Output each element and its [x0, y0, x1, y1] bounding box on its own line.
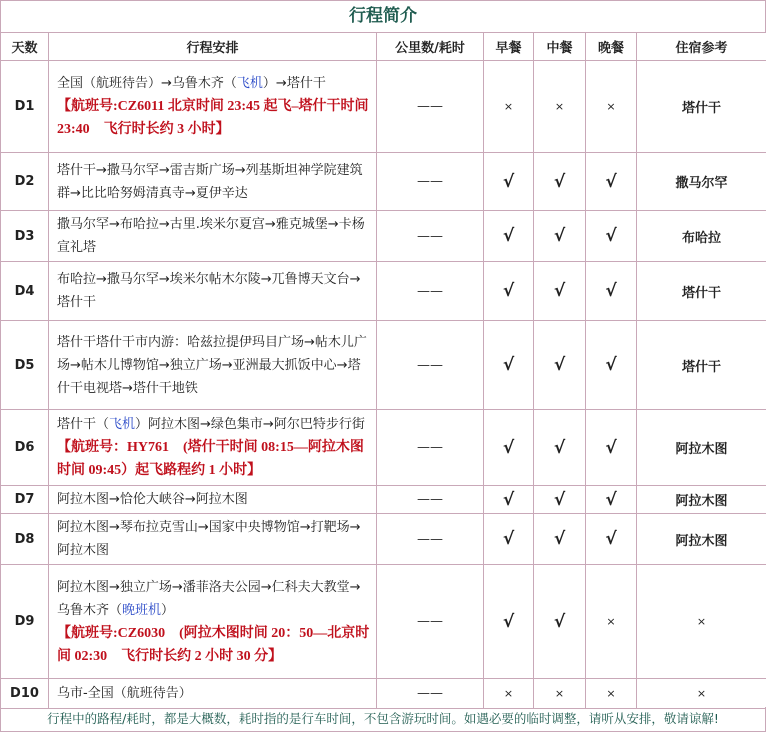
plan-text: 全国（航班待告）→乌鲁木齐（: [57, 76, 237, 91]
header-hotel: 住宿参考: [637, 33, 766, 61]
plan-cell: [49, 321, 377, 410]
dinner-cell: ×: [586, 679, 637, 709]
breakfast-cell: ×: [484, 679, 534, 709]
dinner-cell: √: [586, 486, 637, 514]
hotel-cell: 撒马尔罕: [637, 153, 766, 211]
dinner-cell: ×: [586, 565, 637, 679]
distance-cell: ——: [377, 61, 484, 153]
dinner-cell: √: [586, 321, 637, 410]
lunch-cell: ×: [534, 61, 586, 153]
day-cell: D10: [1, 679, 49, 709]
distance-cell: ——: [377, 153, 484, 211]
breakfast-cell: √: [484, 262, 534, 321]
plan-cell: [49, 410, 377, 486]
plan-text: ）: [161, 602, 175, 618]
breakfast-cell: √: [484, 565, 534, 679]
transport-note: 飞机: [109, 417, 136, 432]
hotel-cell: 塔什干: [637, 321, 766, 410]
header-day: 天数: [1, 33, 49, 61]
table-row: [1, 679, 766, 709]
plan-cell: [49, 153, 377, 211]
hotel-cell: ×: [637, 679, 766, 709]
header-plan: 行程安排: [49, 33, 377, 61]
day-cell: D5: [1, 321, 49, 410]
plan-cell: [49, 679, 377, 709]
plan-text: 撒马尔罕→布哈拉→古里.埃米尔夏宫→雅克城堡→卡杨宣礼塔: [57, 217, 365, 255]
transport-note: 晚班机: [122, 602, 162, 618]
day-cell: D3: [1, 211, 49, 262]
table-row: [1, 262, 766, 321]
table-row: [1, 565, 766, 679]
lunch-cell: ×: [534, 679, 586, 709]
dinner-cell: √: [586, 410, 637, 486]
page-title: 行程简介: [0, 0, 766, 32]
breakfast-cell: √: [484, 410, 534, 486]
hotel-cell: 塔什干: [637, 262, 766, 321]
distance-cell: ——: [377, 321, 484, 410]
distance-cell: ——: [377, 679, 484, 709]
table-row: [1, 321, 766, 410]
distance-cell: ——: [377, 211, 484, 262]
distance-cell: ——: [377, 514, 484, 565]
flight-info: 【航班号：HY761 (塔什干时间 08:15—阿拉木图时间 09:45）起飞路程约 1 小时】: [57, 440, 364, 478]
breakfast-cell: √: [484, 514, 534, 565]
distance-cell: ——: [377, 410, 484, 486]
lunch-cell: √: [534, 514, 586, 565]
plan-text: 塔什干→撒马尔罕→雷吉斯广场→列基斯坦神学院建筑群→比比哈努姆清真寺→夏伊辛达: [57, 162, 363, 201]
plan-text: 阿拉木图→恰伦大峡谷→阿拉木图: [57, 492, 248, 507]
header-lunch: 中餐: [534, 33, 586, 61]
lunch-cell: √: [534, 211, 586, 262]
day-cell: D9: [1, 565, 49, 679]
dinner-cell: √: [586, 262, 637, 321]
table-row: [1, 153, 766, 211]
plan-text: 阿拉木图→独立广场→潘菲洛夫公园→仁科夫大教堂→乌鲁木齐（: [57, 579, 361, 618]
hotel-cell: 塔什干: [637, 61, 766, 153]
breakfast-cell: √: [484, 211, 534, 262]
flight-info: 【航班号:CZ6011 北京时间 23:45 起飞–塔什干时间 23:40 飞行时长约 3 小时】: [57, 99, 369, 137]
footer-note: 行程中的路程/耗时，都是大概数，耗时指的是行车时间，不包含游玩时间。如遇必要的临时调整，请听从安排，敬请谅解!: [0, 707, 766, 732]
plan-text: 阿拉木图→琴布拉克雪山→国家中央博物馆→打靶场→阿拉木图: [57, 520, 361, 558]
distance-cell: ——: [377, 565, 484, 679]
lunch-cell: √: [534, 565, 586, 679]
header-dinner: 晚餐: [586, 33, 637, 61]
distance-cell: ——: [377, 486, 484, 514]
plan-cell: [49, 211, 377, 262]
hotel-cell: 阿拉木图: [637, 486, 766, 514]
day-cell: D6: [1, 410, 49, 486]
day-cell: D4: [1, 262, 49, 321]
plan-cell: [49, 486, 377, 514]
table-row: [1, 61, 766, 153]
itinerary-table: [0, 32, 766, 709]
plan-cell: [49, 61, 377, 153]
plan-text: ）阿拉木图→绿色集市→阿尔巴特步行街: [135, 417, 365, 432]
breakfast-cell: √: [484, 486, 534, 514]
lunch-cell: √: [534, 262, 586, 321]
hotel-cell: 布哈拉: [637, 211, 766, 262]
dinner-cell: √: [586, 211, 637, 262]
lunch-cell: √: [534, 410, 586, 486]
distance-cell: ——: [377, 262, 484, 321]
header-breakfast: 早餐: [484, 33, 534, 61]
plan-text: 乌市-全国（航班待告）: [57, 686, 192, 701]
dinner-cell: √: [586, 153, 637, 211]
hotel-cell: ×: [637, 565, 766, 679]
hotel-cell: 阿拉木图: [637, 514, 766, 565]
plan-text: 塔什干（: [57, 417, 110, 432]
day-cell: D7: [1, 486, 49, 514]
table-row: [1, 410, 766, 486]
hotel-cell: 阿拉木图: [637, 410, 766, 486]
transport-note: 飞机: [236, 76, 263, 91]
plan-cell: [49, 514, 377, 565]
header-distance: 公里数/耗时: [377, 33, 484, 61]
lunch-cell: √: [534, 153, 586, 211]
lunch-cell: √: [534, 321, 586, 410]
breakfast-cell: ×: [484, 61, 534, 153]
day-cell: D8: [1, 514, 49, 565]
table-row: [1, 211, 766, 262]
table-row: [1, 486, 766, 514]
breakfast-cell: √: [484, 321, 534, 410]
lunch-cell: √: [534, 486, 586, 514]
plan-text: 布哈拉→撒马尔罕→埃米尔帖木尔陵→兀鲁博天文台→塔什干: [57, 272, 361, 310]
day-cell: D1: [1, 61, 49, 153]
table-header-row: [1, 33, 766, 61]
plan-text: 塔什干塔什干市内游：哈兹拉提伊玛目广场→帖木儿广场→帖木儿博物馆→独立广场→亚洲最大抓饭中心→塔什干电视塔→塔什干地铁: [57, 334, 367, 396]
flight-info: 【航班号:CZ6030 (阿拉木图时间 20：50—北京时间 02:30 飞行时长约 2 小时 30 分】: [57, 625, 370, 664]
table-row: [1, 514, 766, 565]
plan-text: ）→塔什干: [262, 76, 326, 91]
dinner-cell: ×: [586, 61, 637, 153]
day-cell: D2: [1, 153, 49, 211]
plan-cell: [49, 262, 377, 321]
breakfast-cell: √: [484, 153, 534, 211]
dinner-cell: √: [586, 514, 637, 565]
plan-cell: [49, 565, 377, 679]
